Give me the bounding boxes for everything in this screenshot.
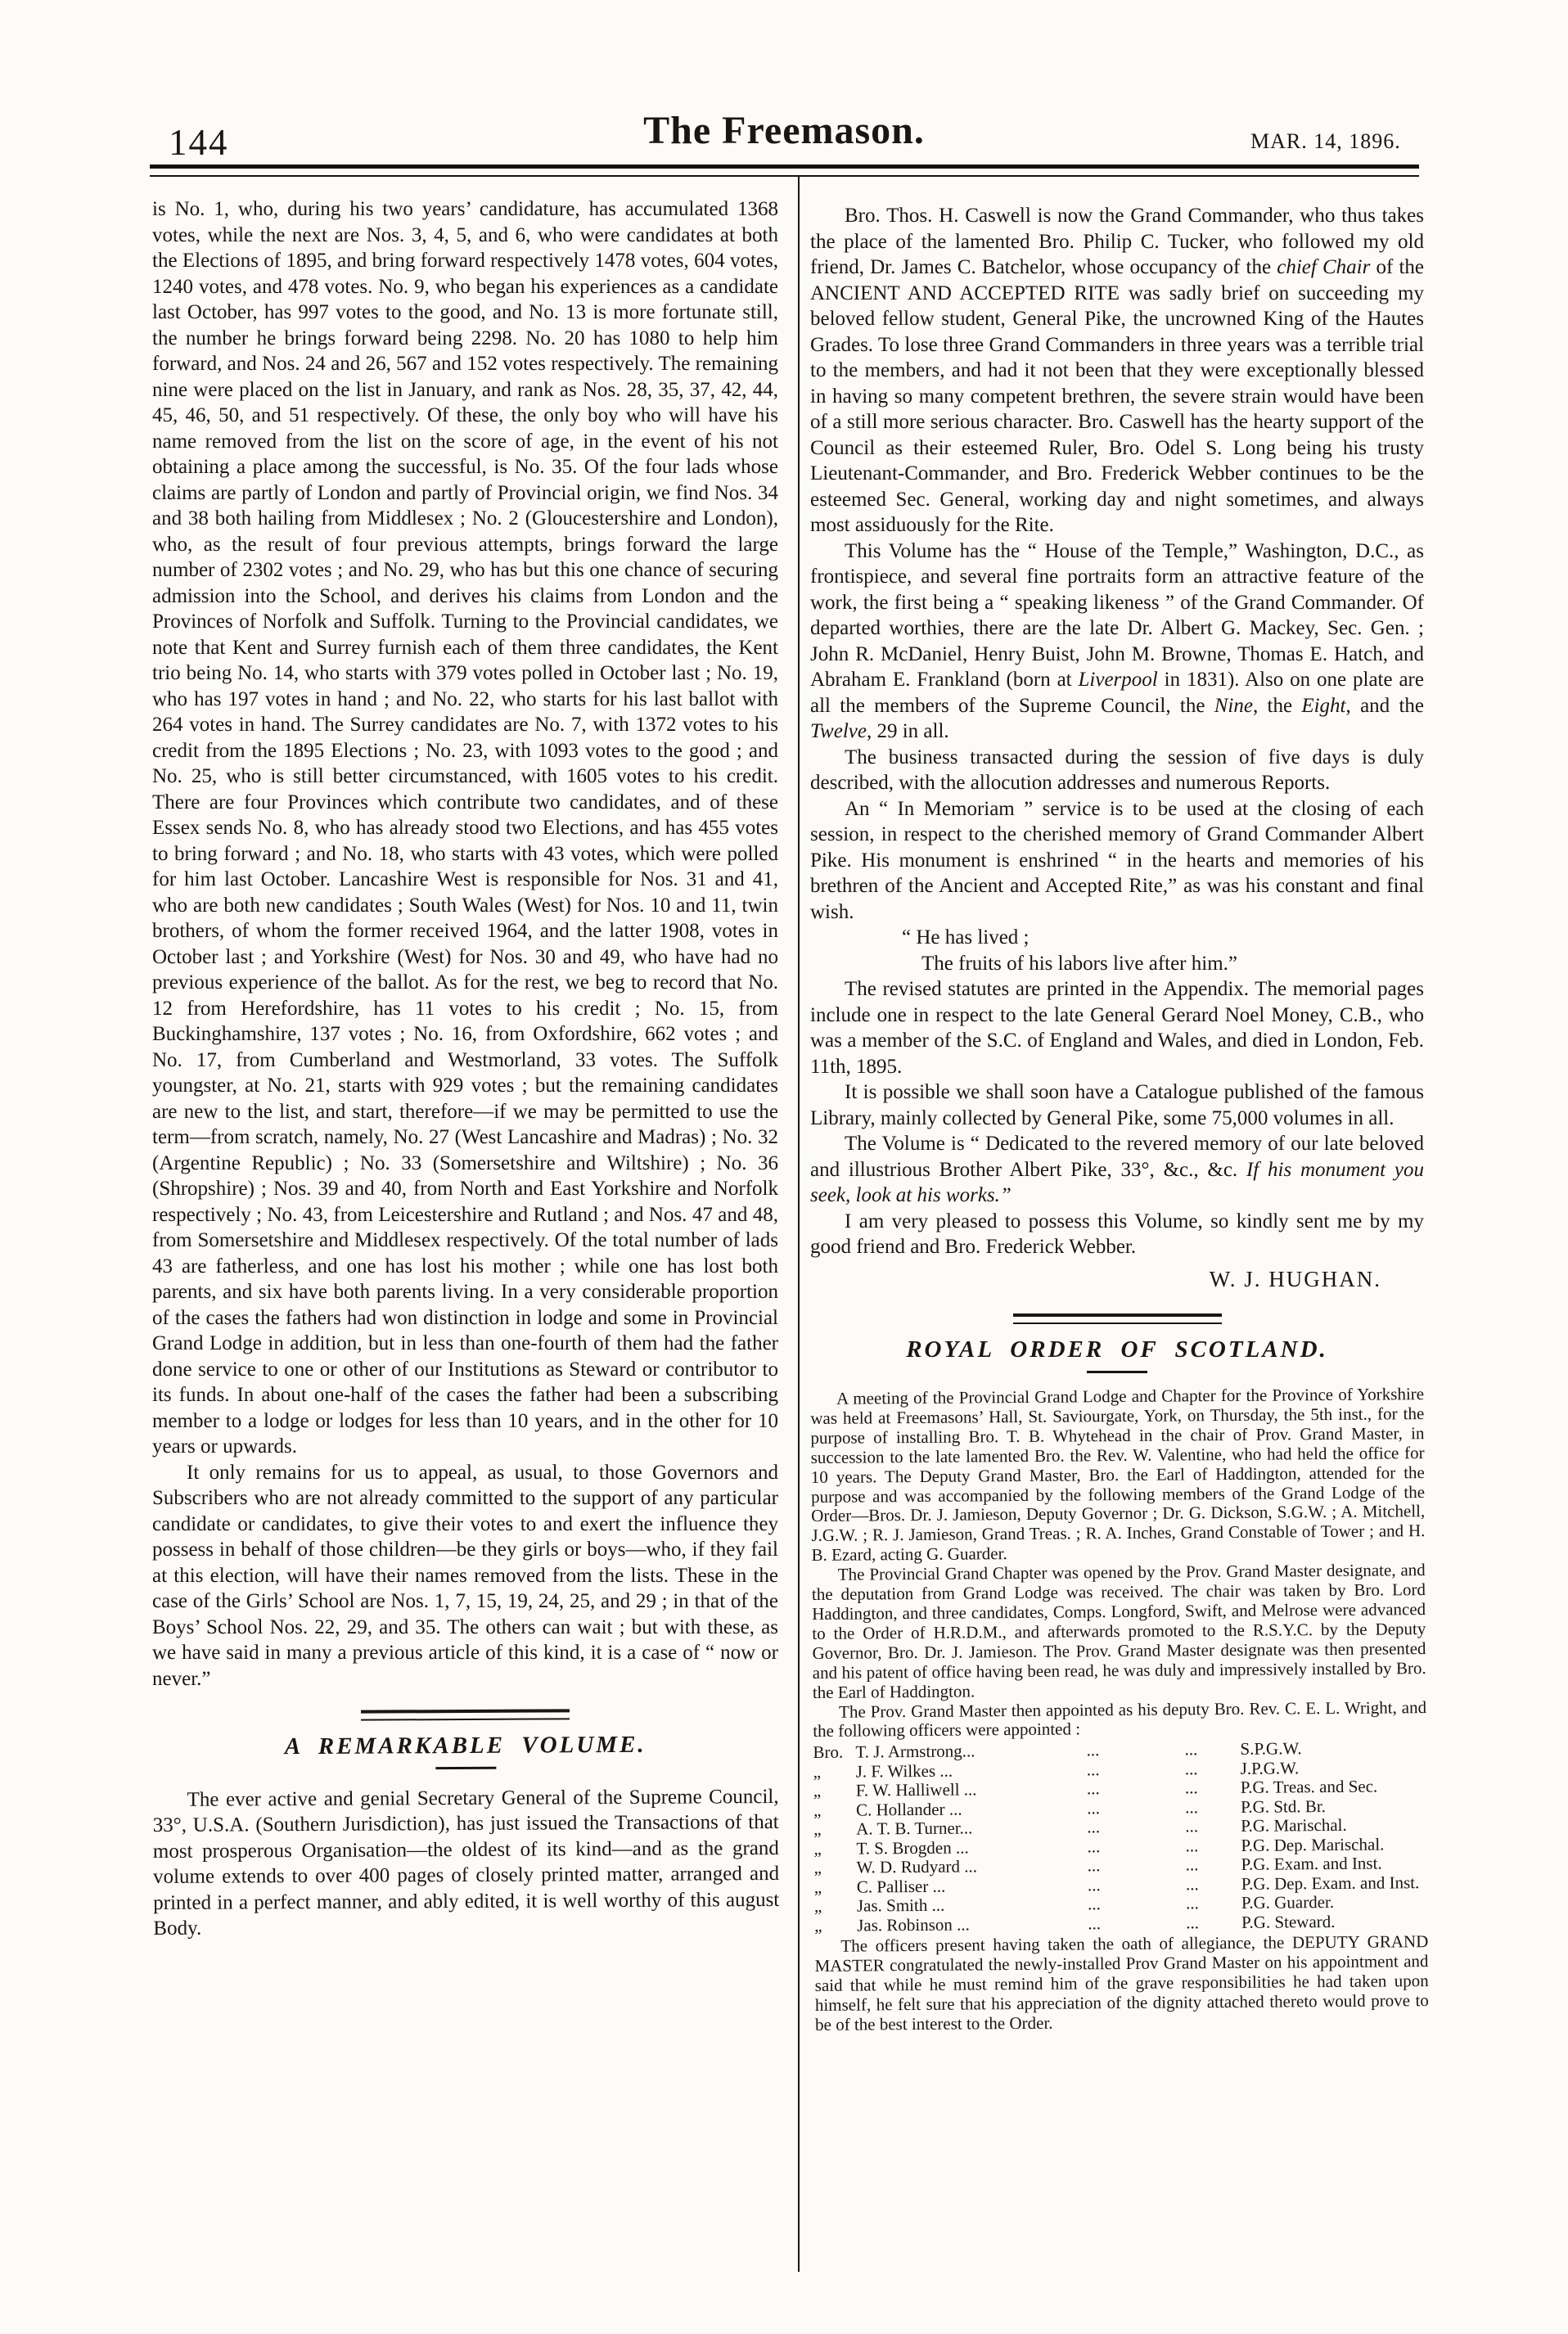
officer-prefix: „: [813, 1895, 822, 1916]
paragraph: It only remains for us to appeal, as usual, to those Governors and Subscribers who are not already committed to the support of any particular candidate or candidates, to give their votes to and exert the influence they possess in behalf of those children—be they girls or boys—who, if they fail at this election, will have their names removed from the lists. These in the case of the Girls’ School are Nos. 1, 7, 15, 19, 24, 25, and 29 ; in that of the Boys’ School Nos. 22, 29, and 35. The others can wait ; but with these, as we have said in many a previous article of this kind, it is a case of “ now or never.”: [152, 1461, 778, 1690]
officer-prefix: „: [813, 1800, 822, 1820]
paragraph: The Provincial Grand Chapter was opened by the Prov. Grand Master designate, and the deputation from Grand Lodge was received. The chair was taken by Bro. Lord Haddington, and three candidates, Comps. Longford, Swift, and Melrose were advanced to the Order of H.R.D.M., and afterwards promoted to the R.S.Y.C. by the Deputy Governor, Bro. Dr. J. Jamieson. The Prov. Grand Master designate was then presented and his patent of office having been read, he was duly and impressively installed by Bro. the Earl of Haddington.: [811, 1559, 1426, 1702]
paragraph: It is possible we shall soon have a Catalogue published of the famous Library, mainly collected by General Pike, some 75,000 volumes in all.: [810, 1081, 1424, 1129]
scotland-report: [810, 1385, 1429, 2035]
masthead-title: The Freemason.: [643, 109, 925, 152]
dot-leader: ...: [1086, 1778, 1100, 1799]
officer-name: T. S. Brogden ...: [856, 1836, 969, 1858]
officer-name: Jas. Robinson ...: [857, 1913, 970, 1935]
paragraph: The officers present having taken the oath of allegiance, the DEPUTY GRAND MASTER congratulated the newly-installed Prov Grand Master on his appointment and said that while he must remind him of the grave responsibilities he had taken upon himself, he felt sure that his appreciation of the dignity attached thereto would prove to be of the best interest to the Order.: [814, 1931, 1429, 2034]
officer-name: J. F. Wilkes ...: [855, 1760, 953, 1781]
dot-leader: ...: [1185, 1816, 1199, 1836]
officer-office: P.G. Steward.: [1241, 1911, 1336, 1932]
paragraph: The revised statutes are printed in the Appendix. The memorial pages include one in respect to the late General Gerard Noel Money, C.B., who was a member of the S.C. of England and Wales, and died in London, Feb. 11th, 1895.: [810, 978, 1424, 1078]
column-divider: [798, 177, 800, 2272]
officer-office: S.P.G.W.: [1240, 1738, 1302, 1759]
officer-prefix: „: [813, 1761, 822, 1782]
paragraph: I am very pleased to possess this Volume, so kindly sent me by my good friend and Bro. Frederick Webber.: [810, 1210, 1424, 1258]
dot-leader: ...: [1087, 1855, 1101, 1876]
memorial-verse: [902, 925, 1424, 976]
right-article-part2: [810, 976, 1424, 1260]
paragraph: The business transacted during the session of five days is duly described, with the allocution addresses and numerous Reports.: [810, 746, 1424, 794]
paragraph: The Volume is “ Dedicated to the revered memory of our late beloved and illustrious Brother Albert Pike, 33°, &c., &c. If his monument you seek, look at his works.”: [810, 1133, 1424, 1206]
paragraph: is No. 1, who, during his two years’ candidature, has accumulated 1368 votes, while the next are Nos. 3, 4, 5, and 6, who were candidates at both the Elections of 1895, and bring forward respectively 1478 votes, 604 votes, 1240 votes, and 478 votes. No. 9, who began his experiences as a candidate last October, has 997 votes to the good, and No. 13 is more fortunate still, the number he brings forward being 2298. No. 20 has 1080 to help him forward, and Nos. 24 and 26, 567 and 152 votes respectively. The remaining nine were placed on the list in January, and rank as Nos. 28, 35, 37, 42, 44, 45, 46, 50, and 51 respectively. Of these, the only boy who will have his name removed from the list on the score of age, in the event of his not obtaining a place among the successful, is No. 35. Of the four lads whose claims are partly of London and partly of Provincial origin, we find Nos. 34 and 38 both hailing from Middlesex ; No. 2 (Gloucestershire and London), who, as the result of four previous attempts, brings forward the large number of 2302 votes ; and No. 29, who has but this one chance of securing admission into the School, and derives his claims from London and the Provinces of Norfolk and Suffolk. Turning to the Provincial candidates, we note that Kent and Surrey furnish each of them three candidates, the Kent trio being No. 14, who starts with 379 votes polled in October last ; No. 19, who has 197 votes in hand ; and No. 22, who starts for his last ballot with 264 votes in hand. The Surrey candidates are No. 7, with 1372 votes to his credit from the 1895 Elections ; No. 23, with 1093 votes to the good ; and No. 25, who is still better circumstanced, with 1605 votes to his credit. There are four Provinces which contribute two candidates, and of these Essex sends No. 8, who has already stood two Elections, and has 455 votes to bring forward ; and No. 18, who starts with 43 votes, which were polled for him last October. Lancashire West is responsible for Nos. 31 and 41, who are both new candidates ; South Wales (West) for Nos. 10 and 11, twin brothers, of whom the former received 1964, and the latter 1908, votes in October last ; and Yorkshire (West) for Nos. 30 and 49, who have had no previous experience of the ballot. As for the rest, we beg to record that No. 12 from Herefordshire, has 11 votes to his credit ; No. 15, from Buckinghamshire, 137 votes ; No. 16, from Oxfordshire, 662 votes ; and No. 17, from Cumberland and Westmorland, 33 votes. The Suffolk youngster, at No. 21, starts with 929 votes ; but the remaining candidates are new to the list, and start, therefore—if we may be permitted to use the term—from scratch, namely, No. 27 (West Lancashire and Madras) ; No. 32 (Argentine Republic) ; No. 33 (Somersetshire and Wiltshire) ; No. 36 (Shropshire) ; Nos. 39 and 40, from North and East Yorkshire and Norfolk respectively ; No. 43, from Leicestershire and Rutland ; and Nos. 47 and 48, from Somersetshire and Middlesex respectively. Of the total number of lads 43 are fatherless, and one has lost his mother ; while one has lost both parents, and six have both parents living. In a very considerable proportion of the cases the fathers had won distinction in lodge and some in Provincial Grand Lodge in addition, but in less than one-fourth of them had the father done service to one or other of our Institutions as Steward or contributor to its funds. In about one-half of the cases the father had been a subscribing member to a lodge or lodges for less than 10 years, and in the other for 10 years or upwards.: [152, 198, 778, 1458]
issue-date: MAR. 14, 1896.: [1250, 129, 1401, 153]
dot-leader: ...: [1086, 1740, 1100, 1760]
officer-prefix: „: [813, 1838, 822, 1859]
officer-prefix: Bro.: [813, 1741, 844, 1762]
dot-leader: ...: [1184, 1778, 1198, 1798]
officer-prefix: „: [813, 1857, 822, 1877]
officer-name: F. W. Halliwell ...: [855, 1779, 977, 1800]
officer-office: P.G. Std. Br.: [1240, 1796, 1326, 1817]
officer-office: P.G. Exam. and Inst.: [1241, 1853, 1382, 1874]
paragraph: A meeting of the Provincial Grand Lodge and Chapter for the Province of Yorkshire was held at Freemasons’ Hall, St. Saviourgate, York, on Thursday, the 5th inst., for the purpose of installing Bro. T. B. Whytehead in the chair of Prov. Grand Master, in succession to the late lamented Bro. the Rev. W. Valentine, who had held the office for 10 years. The Deputy Grand Master, Bro. the Earl of Haddington, attended for the purpose and was accompanied by the following members of the Grand Lodge of the Order—Bros. Dr. J. Jamieson, Deputy Governor ; Dr. G. Dickson, S.G.W. ; A. Mitchell, J.G.W. ; R. J. Jamieson, Grand Treas. ; R. A. Inches, Grand Constable of Tower ; and H. B. Ezard, acting G. Guarder.: [810, 1383, 1426, 1565]
paragraph: An “ In Memoriam ” service is to be used at the closing of each session, in respect to the cherished memory of Grand Commander Albert Pike. His monument is enshrined “ in the hearts and memories of his brethren of the Ancient and Accepted Rite,” as was his constant and final wish.: [810, 797, 1424, 923]
dot-leader: ...: [1086, 1759, 1100, 1779]
dot-leader: ...: [1087, 1817, 1101, 1837]
officer-name: W. D. Rudyard ...: [856, 1856, 978, 1877]
officer-name: A. T. B. Turner...: [856, 1818, 973, 1839]
dot-leader: ...: [1087, 1894, 1101, 1914]
paragraph: The Prov. Grand Master then appointed as his deputy Bro. Rev. C. E. L. Wright, and the following officers were appointed :: [813, 1696, 1427, 1741]
section-heading-remarkable-volume: A REMARKABLE VOLUME.: [284, 1731, 647, 1760]
header-rule: [150, 164, 1419, 177]
officer-prefix: „: [814, 1915, 822, 1935]
dot-leader: ...: [1185, 1873, 1199, 1894]
verse-line: “ He has lived ;: [902, 926, 1030, 948]
verse-line: The fruits of his labors live after him.”: [921, 952, 1237, 975]
left-article: [152, 196, 778, 1692]
dot-leader: ...: [1185, 1893, 1199, 1913]
scotland-closing-paragraph: [814, 1932, 1429, 2034]
officer-office: P.G. Marischal.: [1241, 1814, 1347, 1836]
paragraph: Bro. Thos. H. Caswell is now the Grand Commander, who thus takes the place of the lamented Bro. Philip C. Tucker, who followed my old friend, Dr. James C. Batchelor, whose occupancy of the chief Chair of the ANCIENT AND ACCEPTED RITE was sadly brief on succeeding my beloved fellow student, General Pike, the uncrowned King of the Hautes Grades. To lose three Grand Commanders in three years was a terrible trial to the members, and had it not been that they were exceptionally blessed in having so many competent brethren, the severe strain would have been of a still more serious character. Bro. Caswell has the hearty support of the Council as their esteemed Ruler, Bro. Odel S. Long being his trusty Lieutenant-Commander, and Bro. Frederick Webber continues to be the esteemed Sec. General, working day and night sometimes, and always most assiduously for the Rite.: [810, 205, 1424, 536]
remarkable-volume-section: [152, 1708, 779, 1942]
remarkable-volume-paragraphs: [152, 1783, 779, 1941]
dot-leader: ...: [1087, 1797, 1100, 1818]
officer-name: C. Hollander ...: [855, 1798, 962, 1819]
left-column: [152, 196, 778, 1942]
officer-prefix: „: [813, 1780, 822, 1800]
right-article-part1: [810, 203, 1424, 925]
officer-prefix: „: [813, 1818, 822, 1839]
officer-office: P.G. Guarder.: [1241, 1891, 1335, 1913]
section-heading-royal-order: ROYAL ORDER OF SCOTLAND.: [906, 1336, 1328, 1363]
dot-leader: ...: [1186, 1912, 1200, 1932]
heading-underline-rule: [1087, 1371, 1147, 1373]
scotland-paragraphs: [810, 1385, 1426, 1741]
dot-leader: ...: [1087, 1874, 1101, 1895]
dot-leader: ...: [1184, 1739, 1198, 1760]
officer-office: J.P.G.W.: [1240, 1757, 1300, 1778]
officer-name: T. J. Armstrong...: [855, 1741, 975, 1762]
heading-underline-rule: [435, 1766, 496, 1769]
dot-leader: ...: [1088, 1913, 1102, 1933]
officer-office: P.G. Dep. Exam. and Inst.: [1241, 1872, 1420, 1894]
dot-leader: ...: [1185, 1854, 1199, 1875]
author-signature: W. J. HUGHAN.: [1209, 1266, 1381, 1291]
officer-name: C. Palliser ...: [856, 1876, 946, 1896]
right-column: [810, 203, 1429, 2034]
section-divider-rule: [361, 1709, 570, 1720]
officer-office: P.G. Dep. Marischal.: [1241, 1833, 1385, 1855]
paragraph: The ever active and genial Secretary General of the Supreme Council, 33°, U.S.A. (Southern Jurisdiction), has just issued the Transactions of that most prosperous Organisation—the oldest of its kind—and as the grand volume extends to over 400 pages of closely printed matter, arranged and printed in a perfect manner, and ably edited, it is well worthy of this august Body.: [152, 1785, 780, 1940]
dot-leader: ...: [1185, 1835, 1199, 1855]
officer-name: Jas. Smith ...: [856, 1895, 945, 1916]
officer-prefix: „: [813, 1877, 822, 1897]
officers-list: [813, 1738, 1428, 1935]
section-divider-rule: [1013, 1313, 1222, 1324]
scotland-section: [810, 1313, 1429, 2034]
paragraph: This Volume has the “ House of the Temple,” Washington, D.C., as frontispiece, and several fine portraits form an attractive feature of the work, the first being a “ speaking likeness ” of the Grand Commander. Of departed worthies, there are the late Dr. Albert G. Mackey, Sec. Gen. ; John R. McDaniel, Henry Buist, John M. Browne, Thomas E. Hatch, and Abraham E. Frankland (born at Liverpool in 1831). Also on one plate are all the members of the Supreme Council, the Nine, the Eight, and the Twelve, 29 in all.: [810, 539, 1424, 742]
dot-leader: ...: [1184, 1758, 1198, 1778]
dot-leader: ...: [1087, 1836, 1101, 1856]
page-number: 144: [169, 122, 229, 163]
dot-leader: ...: [1185, 1796, 1198, 1817]
officer-office: P.G. Treas. and Sec.: [1240, 1776, 1378, 1797]
